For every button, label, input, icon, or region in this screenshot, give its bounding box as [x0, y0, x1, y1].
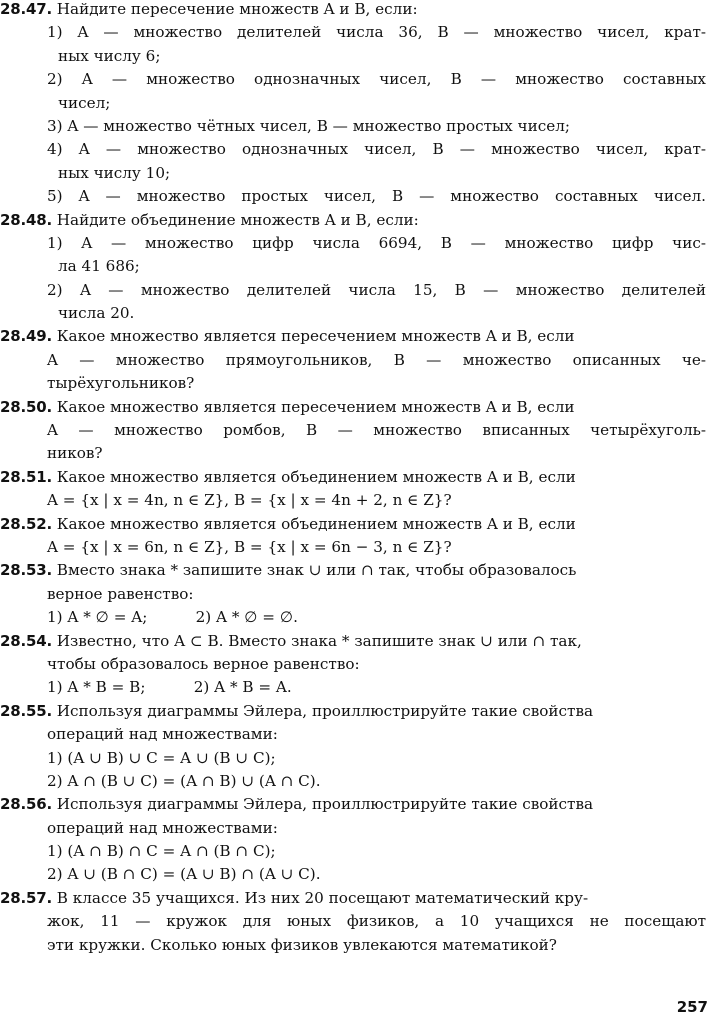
- problem-number: 28.57.: [0, 888, 52, 907]
- problem-number: 28.51.: [0, 467, 52, 486]
- problem-line: 28.57. В классе 35 учащихся. Из них 20 посещают математический кру-: [0, 888, 589, 907]
- problem-line: 4) A — множество однозначных чисел, B — множество чисел, крат-: [47, 140, 706, 159]
- problem-line: верное равенство:: [47, 584, 194, 603]
- problem-line: 28.50. Какое множество является пересечением множеств A и B, если: [0, 397, 575, 416]
- problem-line: 28.53. Вместо знака * запишите знак ∪ или ∩ так, чтобы образовалось: [0, 561, 577, 580]
- problem-line: 28.48. Найдите объединение множеств A и B, если:: [0, 210, 419, 229]
- problem-number: 28.56.: [0, 795, 52, 814]
- problem-28-49: [0, 325, 706, 395]
- problem-line: ных числу 10;: [58, 163, 171, 182]
- problem-line: ников?: [47, 444, 103, 463]
- problem-number: 28.48.: [0, 210, 52, 229]
- problem-28-57: [0, 887, 706, 957]
- problem-number: 28.53.: [0, 561, 52, 580]
- problem-line: A — множество прямоугольников, B — множество описанных че-: [47, 350, 706, 369]
- problem-number: 28.47.: [0, 0, 52, 18]
- problem-number: 28.49.: [0, 327, 52, 346]
- problem-28-52: [0, 513, 706, 560]
- problem-28-50: [0, 396, 706, 466]
- problem-number: 28.54.: [0, 631, 52, 650]
- problem-28-48: [0, 209, 706, 326]
- page-number: 257: [676, 998, 708, 1016]
- problem-line: 28.55. Используя диаграммы Эйлера, проиллюстрируйте такие свойства: [0, 701, 594, 720]
- problem-line: 28.47. Найдите пересечение множеств A и B, если:: [0, 0, 418, 18]
- problem-line: 28.56. Используя диаграммы Эйлера, проиллюстрируйте такие свойства: [0, 795, 594, 814]
- problem-number: 28.50.: [0, 397, 52, 416]
- problem-line: 1) (A ∩ B) ∩ C = A ∩ (B ∩ C);: [47, 842, 276, 861]
- problem-line: ла 41 686;: [58, 257, 140, 276]
- problem-28-53: [0, 559, 706, 629]
- problem-line: 5) A — множество простых чисел, B — множество составных чисел.: [47, 187, 706, 206]
- problem-line: 28.49. Какое множество является пересечением множеств A и B, если: [0, 327, 575, 346]
- problem-28-47: [0, 0, 706, 209]
- problem-line: 1) (A ∪ B) ∪ C = A ∪ (B ∪ C);: [47, 748, 276, 767]
- problem-line: чисел;: [58, 93, 111, 112]
- problem-line: тырёхугольников?: [47, 374, 195, 393]
- problem-line: A — множество ромбов, B — множество вписанных четырёхуголь-: [47, 421, 706, 440]
- problem-line: 2) A ∪ (B ∩ C) = (A ∪ B) ∩ (A ∪ C).: [47, 865, 321, 884]
- problem-line: 28.52. Какое множество является объединением множеств A и B, если: [0, 514, 576, 533]
- problem-line: 2) A — множество однозначных чисел, B — множество составных: [47, 70, 706, 89]
- problem-line: 2) A ∩ (B ∪ C) = (A ∩ B) ∪ (A ∩ C).: [47, 771, 321, 790]
- problem-line: A = {x | x = 6n, n ∈ Z}, B = {x | x = 6n − 3, n ∈ Z}?: [47, 537, 452, 556]
- problem-line: операций над множествами:: [47, 818, 278, 837]
- problem-line: 3) A — множество чётных чисел, B — множество простых чисел;: [47, 116, 570, 135]
- problem-line: эти кружки. Сколько юных физиков увлекаются математикой?: [47, 935, 557, 954]
- problem-28-54: [0, 630, 706, 700]
- problem-28-55: [0, 700, 706, 794]
- problem-number: 28.52.: [0, 514, 52, 533]
- problem-number: 28.55.: [0, 701, 52, 720]
- problem-line: 2) A — множество делителей числа 15, B — множество делителей: [47, 280, 706, 299]
- problem-28-56: [0, 793, 706, 887]
- problem-line: операций над множествами:: [47, 725, 278, 744]
- problem-line: чтобы образовалось верное равенство:: [47, 654, 360, 673]
- problem-line: 1) A — множество делителей числа 36, B — множество чисел, крат-: [47, 23, 706, 42]
- problem-line: 1) A * ∅ = A; 2) A * ∅ = ∅.: [47, 608, 298, 627]
- problem-line: числа 20.: [58, 304, 135, 323]
- problem-line: 28.54. Известно, что A ⊂ B. Вместо знака * запишите знак ∪ или ∩ так,: [0, 631, 582, 650]
- problem-line: жок, 11 — кружок для юных физиков, а 10 учащихся не посещают: [47, 912, 706, 931]
- problem-line: 1) A * B = B; 2) A * B = A.: [47, 678, 292, 697]
- problem-line: 28.51. Какое множество является объединением множеств A и B, если: [0, 467, 576, 486]
- problem-line: ных числу 6;: [58, 46, 161, 65]
- problem-28-51: [0, 466, 706, 513]
- problem-line: A = {x | x = 4n, n ∈ Z}, B = {x | x = 4n + 2, n ∈ Z}?: [47, 491, 452, 510]
- problem-line: 1) A — множество цифр числа 6694, B — множество цифр чис-: [47, 233, 706, 252]
